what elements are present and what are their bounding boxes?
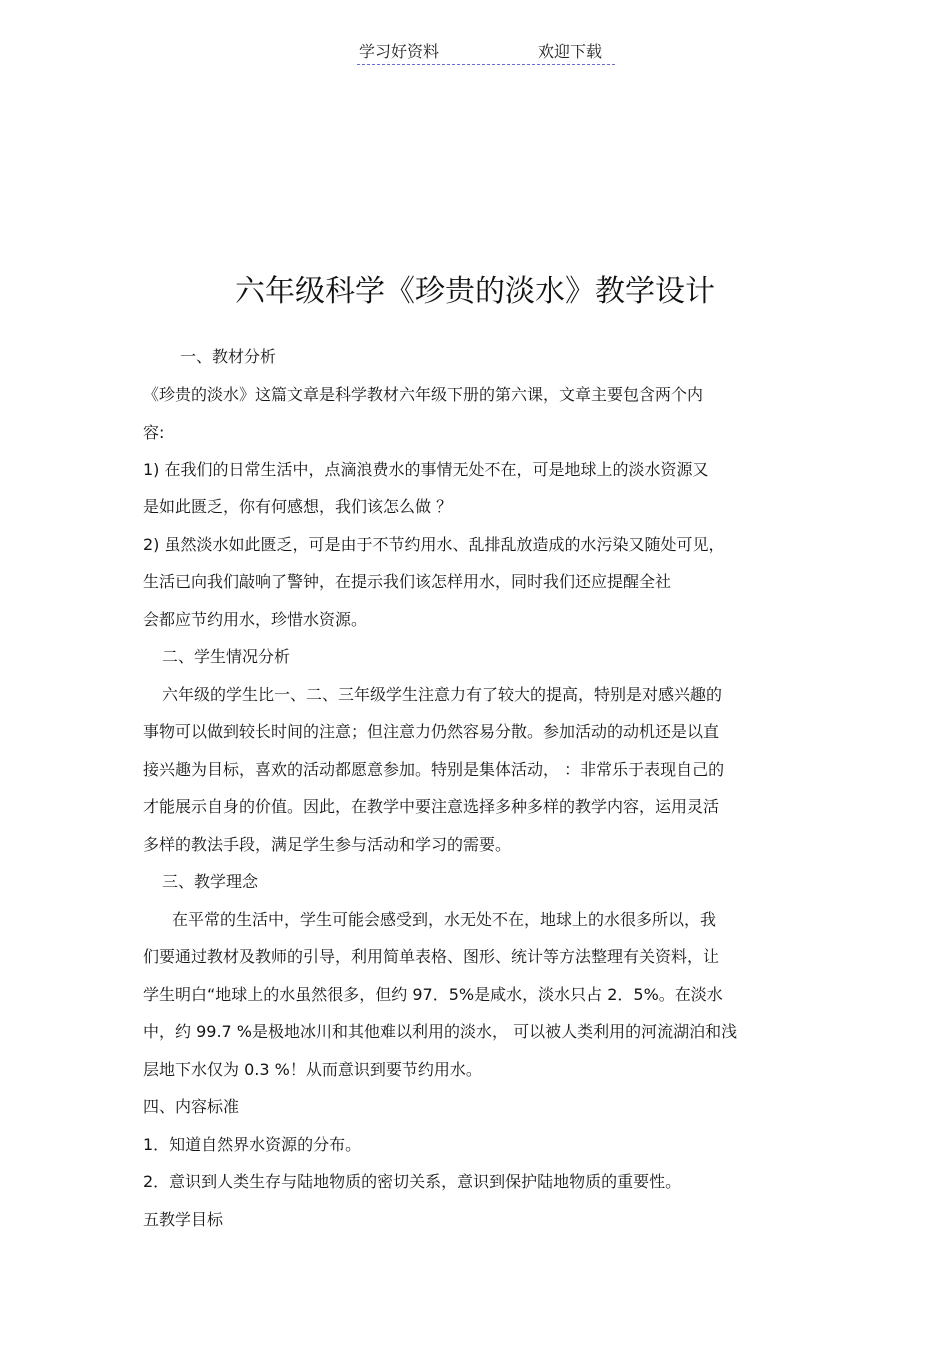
list-item: 2．意识到人类生存与陆地物质的密切关系，意识到保护陆地物质的重要性。 bbox=[143, 1172, 682, 1191]
paragraph-line: 2) 虽然淡水如此匮乏，可是由于不节约用水、乱排乱放造成的水污染又随处可见， bbox=[143, 535, 725, 554]
section-heading-teaching-goals: 五教学目标 bbox=[143, 1210, 224, 1229]
paragraph-line: 在平常的生活中，学生可能会感受到，水无处不在，地球上的水很多所以，我 bbox=[172, 910, 717, 929]
paragraph-line: 们要通过教材及教师的引导，利用简单表格、图形、统计等方法整理有关资料，让 bbox=[143, 947, 720, 966]
paragraph-line: 中，约 99.7 %是极地冰川和其他难以利用的淡水， 可以被人类利用的河流湖泊和浅 bbox=[143, 1022, 738, 1041]
section-heading-student-analysis: 二、学生情况分析 bbox=[162, 647, 291, 666]
paragraph-line: 会都应节约用水，珍惜水资源。 bbox=[143, 610, 368, 629]
section-heading-textbook-analysis: 一、教材分析 bbox=[180, 347, 277, 366]
paragraph-line: 多样的教法手段，满足学生参与活动和学习的需要。 bbox=[143, 835, 512, 854]
paragraph-line: 生活已向我们敲响了警钟，在提示我们该怎样用水，同时我们还应提醒全社 bbox=[143, 572, 672, 591]
document-title: 六年级科学《珍贵的淡水》教学设计 bbox=[235, 274, 715, 309]
paragraph-line: 层地下水仅为 0.3 %！从而意识到要节约用水。 bbox=[143, 1060, 482, 1079]
page-header bbox=[357, 40, 615, 65]
paragraph-line: 1) 在我们的日常生活中，点滴浪费水的事情无处不在，可是地球上的淡水资源又 bbox=[143, 460, 709, 479]
section-heading-content-standards: 四、内容标准 bbox=[143, 1097, 240, 1116]
header-right-text: 欢迎下载 bbox=[538, 42, 603, 61]
paragraph-line: 是如此匮乏，你有何感想，我们该怎么做 ？ bbox=[143, 497, 453, 516]
paragraph-line: 学生明白“地球上的水虽然很多，但约 97．5%是咸水，淡水只占 2．5%。在淡水 bbox=[143, 985, 723, 1004]
section-heading-teaching-philosophy: 三、教学理念 bbox=[162, 872, 259, 891]
header-left-text: 学习好资料 bbox=[359, 42, 440, 61]
paragraph-line: 《珍贵的淡水》这篇文章是科学教材六年级下册的第六课，文章主要包含两个内 bbox=[143, 385, 704, 404]
paragraph-line: 事物可以做到较长时间的注意；但注意力仍然容易分散。参加活动的动机还是以直 bbox=[143, 722, 720, 741]
list-item: 1．知道自然界水资源的分布。 bbox=[143, 1135, 362, 1154]
paragraph-line: 容: bbox=[143, 423, 165, 442]
paragraph-line: 才能展示自身的价值。因此，在教学中要注意选择多种多样的教学内容，运用灵活 bbox=[143, 797, 720, 816]
paragraph-line: 六年级的学生比一、二、三年级学生注意力有了较大的提高，特别是对感兴趣的 bbox=[162, 685, 723, 704]
paragraph-line: 接兴趣为目标，喜欢的活动都愿意参加。特别是集体活动， ：非常乐于表现自己的 bbox=[143, 760, 725, 779]
